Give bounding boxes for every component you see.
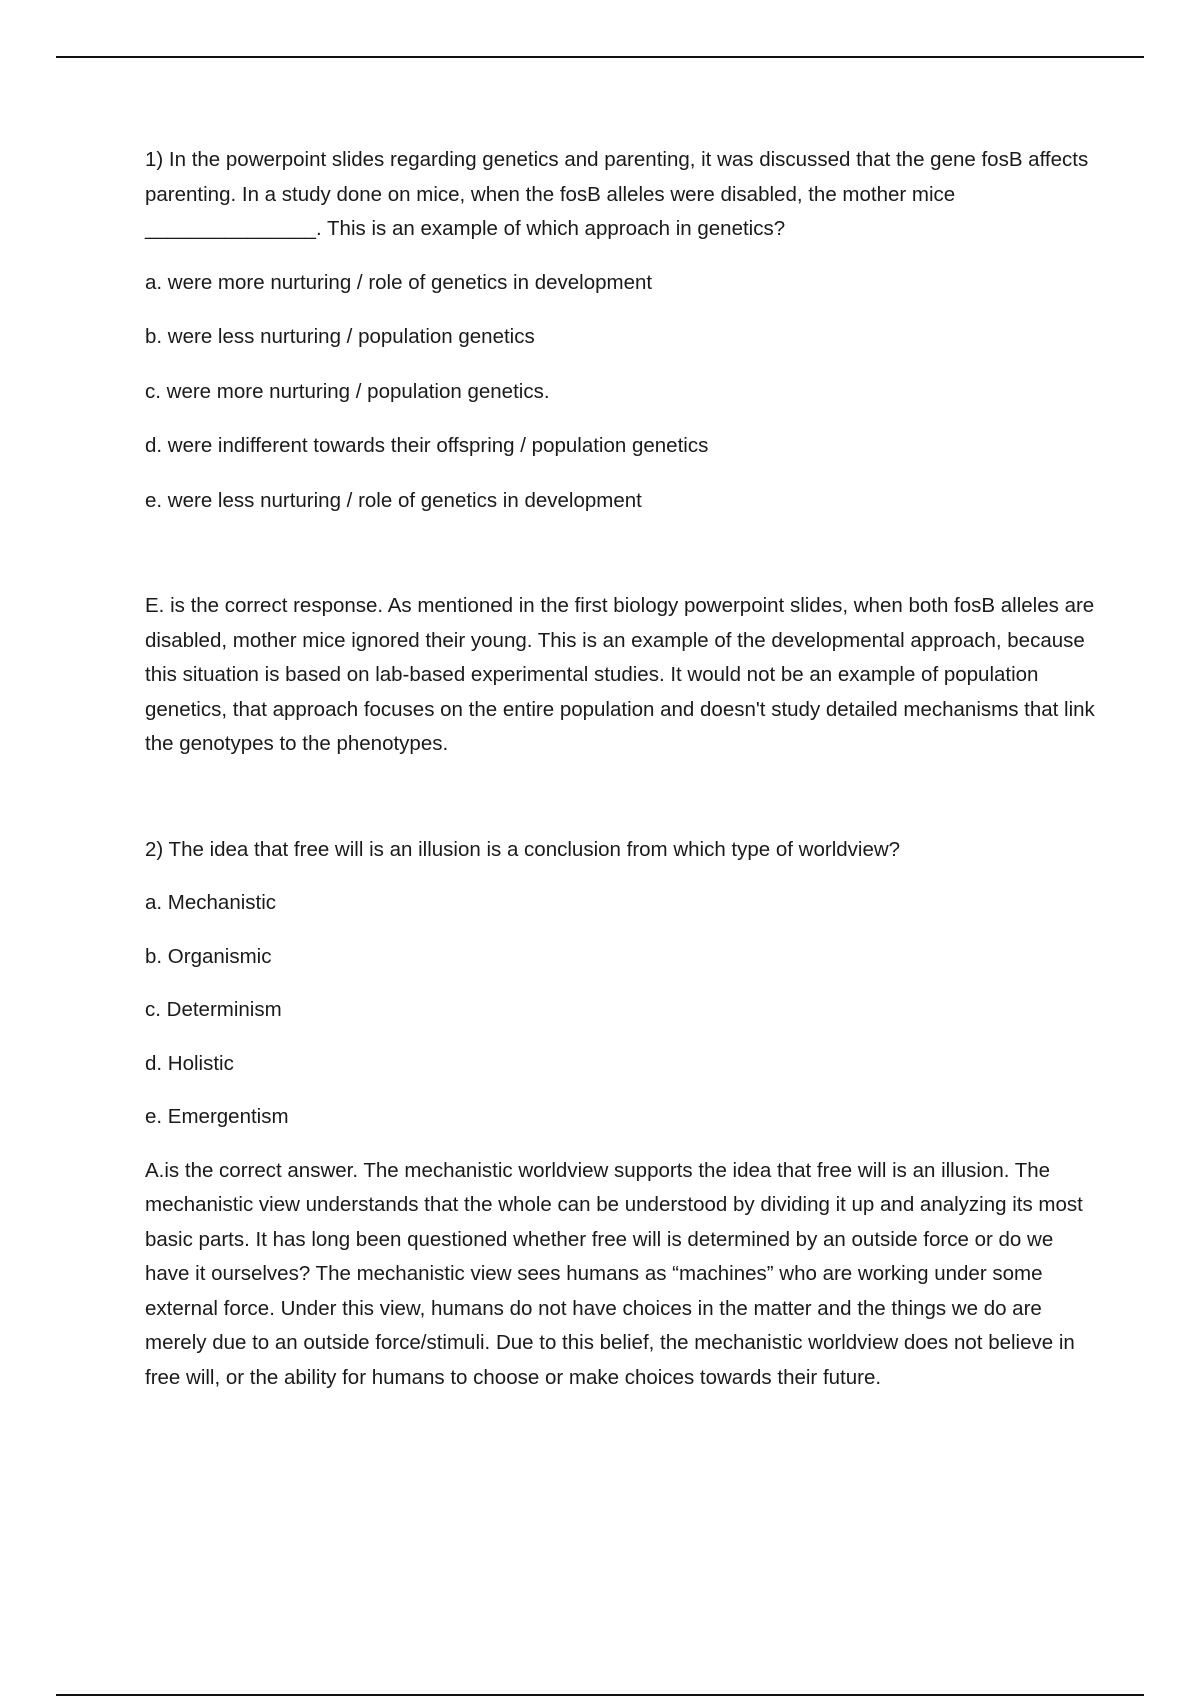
header-rule bbox=[56, 56, 1144, 58]
question-2-option-c: c. Determinism bbox=[145, 998, 282, 1021]
question-1-options bbox=[145, 266, 1095, 519]
footer-rule bbox=[56, 1694, 1144, 1696]
question-1-text: 1) In the powerpoint slides regarding genetics and parenting, it was discussed that the gene fosB affects parenting. In a study done on mice, when the fosB alleles were disabled, the mother mice _______________. This is an example of which approach in genetics? bbox=[145, 148, 1089, 240]
question-2-option-b: b. Organismic bbox=[145, 944, 272, 968]
question-2-option-e: e. Emergentism bbox=[145, 1105, 289, 1128]
question-2-text: 2) The idea that free will is an illusion is a conclusion from which type of worldview? bbox=[145, 837, 901, 861]
question-1-option-b: b. were less nurturing / population genetics bbox=[145, 325, 535, 348]
question-1-option-c: c. were more nurturing / population genetics. bbox=[145, 379, 550, 403]
question-2-answer: A.is the correct answer. The mechanistic worldview supports the idea that free will is an illusion. The mechanistic view understands that the whole can be understood by dividing it up and analyzing its most basic parts. It has long been questioned whether free will is determined by an outside force or do we have it ourselves? The mechanistic view sees humans as “machines” who are working under some external force. Under this view, humans do not have choices in the matter and the things we do are merely due to an outside force/stimuli. Due to this belief, the mechanistic worldview does not believe in free will, or the ability for humans to choose or make choices towards their future. bbox=[145, 1158, 1083, 1389]
question-2-options bbox=[145, 886, 1095, 1135]
question-1-option-d: d. were indifferent towards their offspring / population genetics bbox=[145, 434, 709, 457]
question-2-option-d: d. Holistic bbox=[145, 1051, 234, 1075]
question-1-option-a: a. were more nurturing / role of genetics in development bbox=[145, 270, 653, 294]
question-1-option-e: e. were less nurturing / role of genetics in development bbox=[145, 488, 642, 512]
document-body bbox=[145, 143, 1095, 1395]
question-1-answer: E. is the correct response. As mentioned in the first biology powerpoint slides, when both fosB alleles are disabled, mother mice ignored their young. This is an example of the developmental approach, because this situation is based on lab-based experimental studies. It would not be an example of population genetics, that approach focuses on the entire population and doesn't study detailed mechanisms that link the genotypes to the phenotypes. bbox=[145, 594, 1095, 755]
question-2-option-a: a. Mechanistic bbox=[145, 891, 277, 914]
